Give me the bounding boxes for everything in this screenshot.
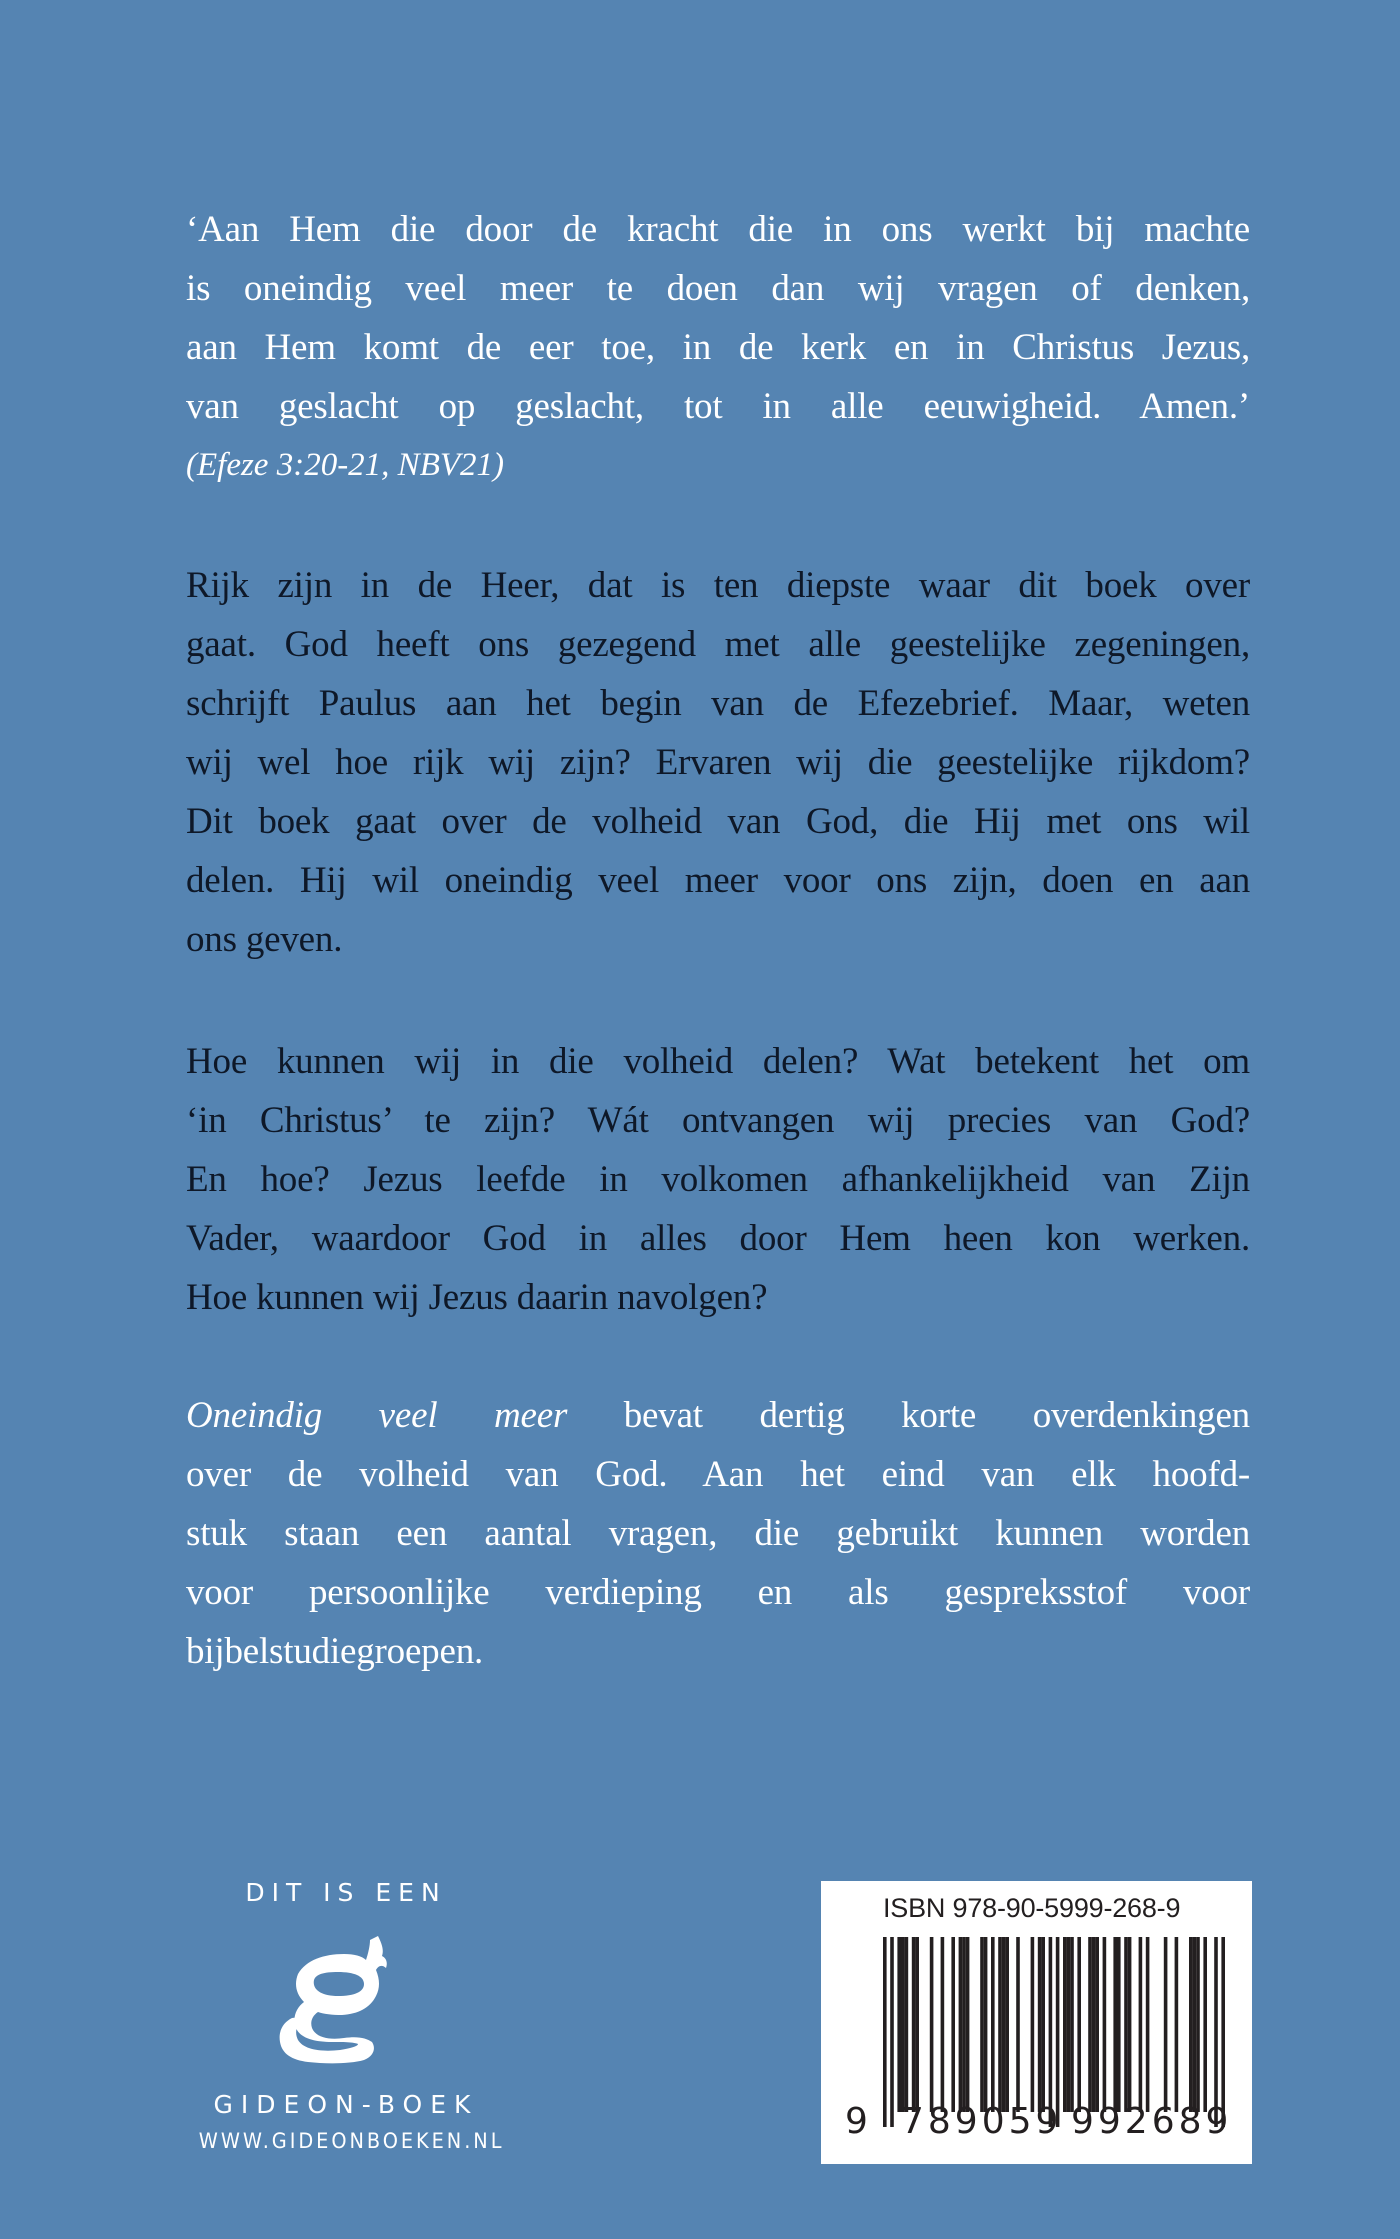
paragraph-line: Hoe kunnen wij Jezus daarin navolgen? [186, 1277, 768, 1318]
quote-line: aan Hem komt de eer toe, in de kerk en in Christus Jezus, [186, 327, 1250, 368]
isbn-label: ISBN 978-90-5999-268-9 [883, 1893, 1181, 1923]
ean-right-digits: 992689 [1071, 2101, 1233, 2142]
paragraph-line [186, 1386, 1250, 1445]
description-paragraph-2 [186, 1032, 1250, 1327]
paragraph-line: wij wel hoe rijk wij zijn? Ervaren wij die geestelijke rijkdom? [186, 742, 1250, 783]
description-paragraph-3 [186, 1386, 1250, 1681]
book-title: Oneindig veel meer [186, 1395, 568, 1436]
quote-line: ‘Aan Hem die door de kracht die in ons werkt bij machte [186, 209, 1250, 250]
paragraph-line: schrijft Paulus aan het begin van de Efezebrief. Maar, weten [186, 683, 1250, 724]
paragraph-line: voor persoonlijke verdieping en als gespreksstof voor [186, 1572, 1250, 1613]
paragraph-line: ‘in Christus’ te zijn? Wát ontvangen wij precies van God? [186, 1100, 1250, 1141]
paragraph-line: Vader, waardoor God in alles door Hem heen kon werken. [186, 1218, 1250, 1259]
paragraph-line: Dit boek gaat over de volheid van God, die Hij met ons wil [186, 801, 1250, 842]
publisher-tagline: DIT IS EEN [245, 1878, 447, 1907]
scripture-quote [186, 200, 1250, 495]
isbn-barcode [821, 1881, 1252, 2164]
ean-first-digit: 9 [845, 2101, 868, 2142]
paragraph-line: delen. Hij wil oneindig veel meer voor ons zijn, doen en aan [186, 860, 1250, 901]
paragraph-line: over de volheid van God. Aan het eind van elk hoofd- [186, 1454, 1250, 1495]
paragraph-line: gaat. God heeft ons gezegend met alle geestelijke zegeningen, [186, 624, 1250, 665]
paragraph-line: stuk staan een aantal vragen, die gebruikt kunnen worden [186, 1513, 1250, 1554]
ean-left-digits: 789059 [901, 2101, 1063, 2142]
description-paragraph-1 [186, 556, 1250, 969]
quote-citation: (Efeze 3:20-21, NBV21) [186, 447, 504, 483]
paragraph-line: En hoe? Jezus leefde in volkomen afhankelijkheid van Zijn [186, 1159, 1250, 1200]
publisher-name: GIDEON-BOEK [213, 2090, 479, 2119]
paragraph-line: Rijk zijn in de Heer, dat is ten diepste waar dit boek over [186, 565, 1250, 606]
paragraph-line: ons geven. [186, 919, 343, 960]
quote-line: is oneindig veel meer te doen dan wij vragen of denken, [186, 268, 1250, 309]
quote-line: van geslacht op geslacht, tot in alle eeuwigheid. Amen.’ [186, 386, 1250, 427]
paragraph-line: bijbelstudiegroepen. [186, 1631, 484, 1672]
paragraph-text: bevat dertig korte overdenkingen [567, 1395, 1250, 1436]
paragraph-line: Hoe kunnen wij in die volheid delen? Wat betekent het om [186, 1041, 1250, 1082]
gideon-g-logo-icon [278, 1936, 398, 2064]
publisher-website-link[interactable]: WWW.GIDEONBOEKEN.NL [198, 2129, 505, 2153]
